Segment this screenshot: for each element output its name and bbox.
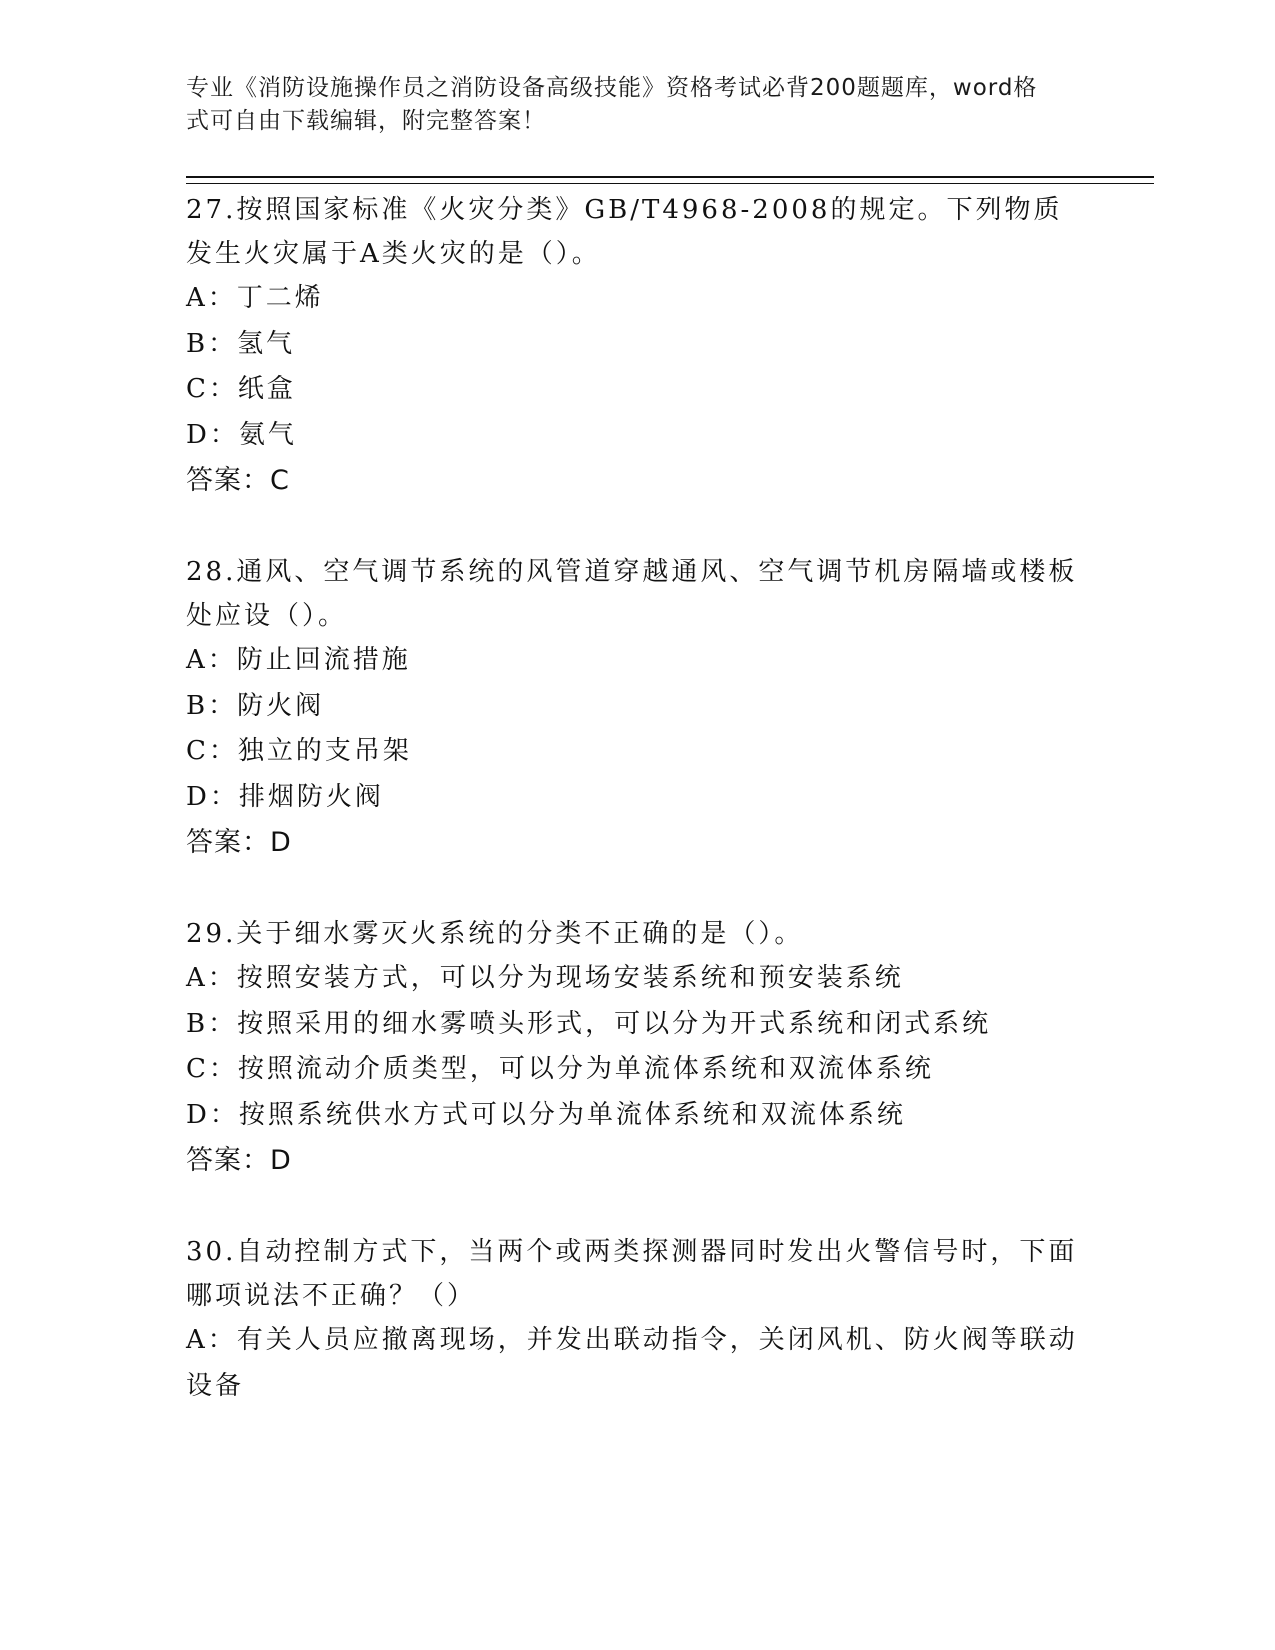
header-line-2: 式可自由下载编辑，附完整答案！: [186, 108, 546, 134]
question-29: [186, 912, 1086, 1184]
option-d: D：按照系统供水方式可以分为单流体系统和双流体系统: [186, 1099, 906, 1130]
option-d: D：排烟防火阀: [186, 781, 384, 812]
option-a: A：有关人员应撤离现场，并发出联动指令，关闭风机、防火阀等联动设备: [186, 1325, 1078, 1401]
header-divider-thin: [186, 183, 1154, 184]
question-list: [186, 188, 1086, 1455]
question-text: 29.关于细水雾灭火系统的分类不正确的是（）。: [186, 919, 804, 949]
option-a: A：丁二烯: [186, 283, 324, 313]
header-line-1: 专业《消防设施操作员之消防设备高级技能》资格考试必背200题题库，word格: [186, 75, 1038, 101]
question-27: [186, 188, 1086, 504]
question-text: 30.自动控制方式下，当两个或两类探测器同时发出火警信号时，下面哪项说法不正确？（）: [186, 1237, 1078, 1311]
option-a: A：防止回流措施: [186, 645, 411, 675]
option-b: B：氢气: [186, 328, 296, 359]
answer-label: 答案：C: [186, 465, 290, 496]
option-c: C：纸盒: [186, 374, 296, 404]
header-divider-thick: [186, 176, 1154, 178]
option-c: C：按照流动介质类型，可以分为单流体系统和双流体系统: [186, 1054, 934, 1084]
option-d: D：氨气: [186, 419, 297, 450]
answer-label: 答案：D: [186, 1145, 292, 1176]
question-text: 27.按照国家标准《火灾分类》GB/T4968-2008的规定。下列物质发生火灾属于A类火灾的是（）。: [186, 195, 1063, 269]
question-text: 28.通风、空气调节系统的风管道穿越通风、空气调节机房隔墙或楼板处应设（）。: [186, 557, 1078, 631]
option-c: C：独立的支吊架: [186, 736, 412, 766]
option-a: A：按照安装方式，可以分为现场安装系统和预安装系统: [186, 963, 904, 993]
option-b: B：按照采用的细水雾喷头形式，可以分为开式系统和闭式系统: [186, 1008, 992, 1039]
answer-label: 答案：D: [186, 827, 292, 858]
document-header: [186, 72, 1066, 138]
option-b: B：防火阀: [186, 690, 325, 721]
question-30: [186, 1230, 1086, 1409]
question-28: [186, 550, 1086, 866]
